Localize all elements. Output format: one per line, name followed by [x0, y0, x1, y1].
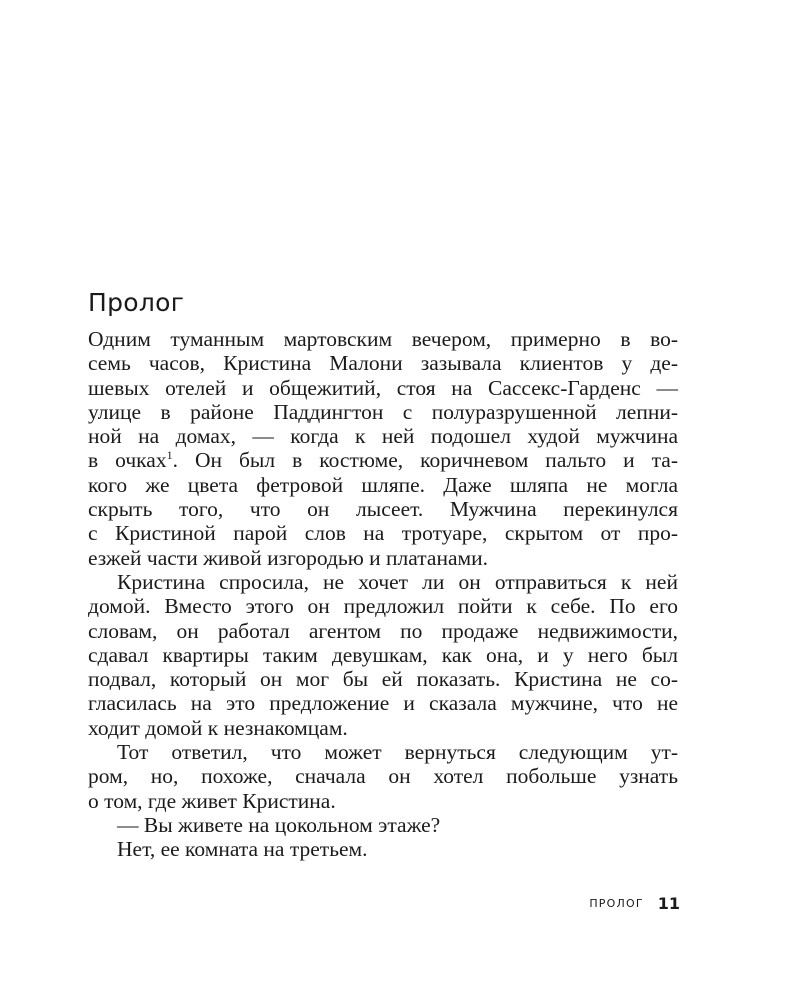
text-line: шевых отелей и общежитий, стоя на Сассекс-Гарденс — — [88, 375, 678, 400]
footnote-marker: 1 — [166, 448, 173, 463]
text-line: Нет, ее комната на третьем. — [117, 837, 368, 862]
text-line: ром, но, похоже, сначала он хотел побольше узнать — [88, 764, 678, 789]
text-line: домой. Вместо этого он предложил пойти к себе. По его — [88, 594, 678, 619]
text-line: сдавал квартиры таким девушкам, как она, и у него был — [88, 642, 678, 667]
chapter-title: Пролог — [88, 288, 185, 317]
text-line: ной на домах, — когда к ней подошел худой мужчина — [88, 424, 678, 449]
text-line: скрыть того, что он лысеет. Мужчина перекинулся — [88, 497, 678, 522]
text-line: езжей части живой изгородью и платанами. — [88, 545, 489, 570]
text-line: подвал, который он мог бы ей показать. Кристина не со- — [88, 667, 678, 692]
text-fragment: . Он был в костюме, коричневом пальто и та- — [172, 448, 678, 473]
text-line: — Вы живете на цокольном этаже? — [117, 812, 441, 837]
text-line: о том, где живет Кристина. — [88, 788, 336, 813]
page-number: 11 — [657, 894, 680, 913]
page-footer — [560, 894, 680, 913]
text-line: Тот ответил, что может вернуться следующим ут- — [117, 740, 678, 765]
text-line: словам, он работал агентом по продаже недвижимости, — [88, 618, 678, 643]
body-text — [88, 327, 678, 862]
text-line — [88, 448, 678, 472]
text-line: семь часов, Кристина Малони зазывала клиентов у де- — [88, 351, 678, 376]
running-head: ПРОЛОГ — [589, 897, 644, 910]
text-fragment: в очках — [88, 448, 167, 473]
text-line: Одним туманным мартовским вечером, примерно в во- — [88, 327, 678, 351]
text-line: кого же цвета фетровой шляпе. Даже шляпа не могла — [88, 472, 678, 497]
text-line: гласилась на это предложение и сказала мужчине, что не — [88, 691, 678, 716]
text-line: улице в районе Паддингтон с полуразрушенной лепни- — [88, 399, 678, 424]
text-line: Кристина спросила, не хочет ли он отправиться к ней — [117, 569, 678, 594]
text-line: с Кристиной парой слов на тротуаре, скрытом от про- — [88, 521, 678, 546]
text-line: ходит домой к незнакомцам. — [88, 715, 348, 740]
